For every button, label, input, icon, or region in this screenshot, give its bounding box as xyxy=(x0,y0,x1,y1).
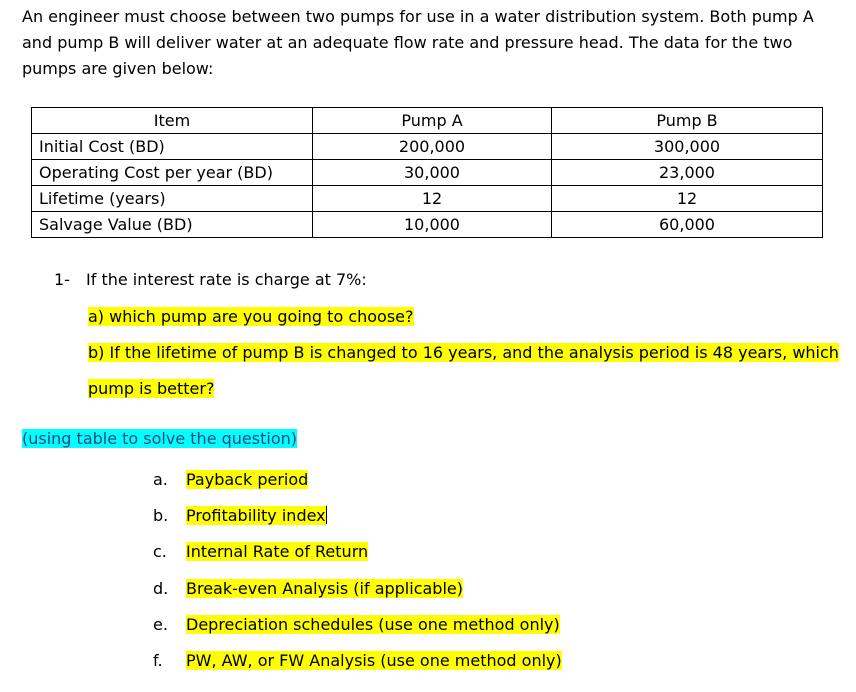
header-item: Item xyxy=(32,108,313,134)
header-pump-b: Pump B xyxy=(552,108,823,134)
question-1 xyxy=(54,267,367,293)
instruction-text: (using table to solve the question) xyxy=(22,429,297,448)
part-b-text-line1: b) If the lifetime of pump B is changed to 16 years, and the analysis period is 48 years, which xyxy=(88,343,839,362)
list-marker: c. xyxy=(153,542,167,561)
list-item xyxy=(153,467,308,493)
pump-b-value: 23,000 xyxy=(552,160,823,186)
table-row xyxy=(32,134,823,160)
pump-b-value: 60,000 xyxy=(552,212,823,238)
pump-b-value: 300,000 xyxy=(552,134,823,160)
table-row xyxy=(32,186,823,212)
list-marker: b. xyxy=(153,506,169,525)
question-number: 1- xyxy=(54,270,70,289)
pump-a-value: 10,000 xyxy=(313,212,552,238)
list-marker: f. xyxy=(153,651,163,670)
text-cursor xyxy=(326,506,327,524)
table-row xyxy=(32,212,823,238)
method-text: PW, AW, or FW Analysis (use one method only) xyxy=(186,651,562,670)
row-label: Operating Cost per year (BD) xyxy=(32,160,313,186)
pump-a-value: 12 xyxy=(313,186,552,212)
method-text: Profitability index xyxy=(186,506,326,525)
pump-data-table xyxy=(31,107,823,238)
pump-a-value: 30,000 xyxy=(313,160,552,186)
list-marker: d. xyxy=(153,579,169,598)
list-item xyxy=(153,648,562,674)
problem-intro: An engineer must choose between two pumps for use in a water distribution system. Both pump A and pump B will deliver water at an adequate flow rate and pressure head. The data for the two pumps are given below: xyxy=(22,7,814,78)
question-text: If the interest rate is charge at 7%: xyxy=(86,270,367,289)
question-part-a xyxy=(88,304,414,330)
part-b-text-line2: pump is better? xyxy=(88,379,215,398)
instruction-line xyxy=(22,426,297,452)
method-text: Depreciation schedules (use one method only) xyxy=(186,615,560,634)
table-row xyxy=(32,160,823,186)
question-part-b-line1 xyxy=(88,340,839,366)
method-text: Internal Rate of Return xyxy=(186,542,369,561)
method-text: Payback period xyxy=(186,470,309,489)
row-label: Lifetime (years) xyxy=(32,186,313,212)
part-a-text: a) which pump are you going to choose? xyxy=(88,307,414,326)
method-text: Break-even Analysis (if applicable) xyxy=(186,579,463,598)
list-item xyxy=(153,539,368,565)
row-label: Salvage Value (BD) xyxy=(32,212,313,238)
list-item xyxy=(153,503,327,529)
pump-a-value: 200,000 xyxy=(313,134,552,160)
list-item xyxy=(153,576,463,602)
question-part-b-line2 xyxy=(88,376,214,402)
pump-b-value: 12 xyxy=(552,186,823,212)
table-header-row xyxy=(32,108,823,134)
header-pump-a: Pump A xyxy=(313,108,552,134)
list-marker: a. xyxy=(153,470,168,489)
row-label: Initial Cost (BD) xyxy=(32,134,313,160)
list-item xyxy=(153,612,560,638)
list-marker: e. xyxy=(153,615,168,634)
